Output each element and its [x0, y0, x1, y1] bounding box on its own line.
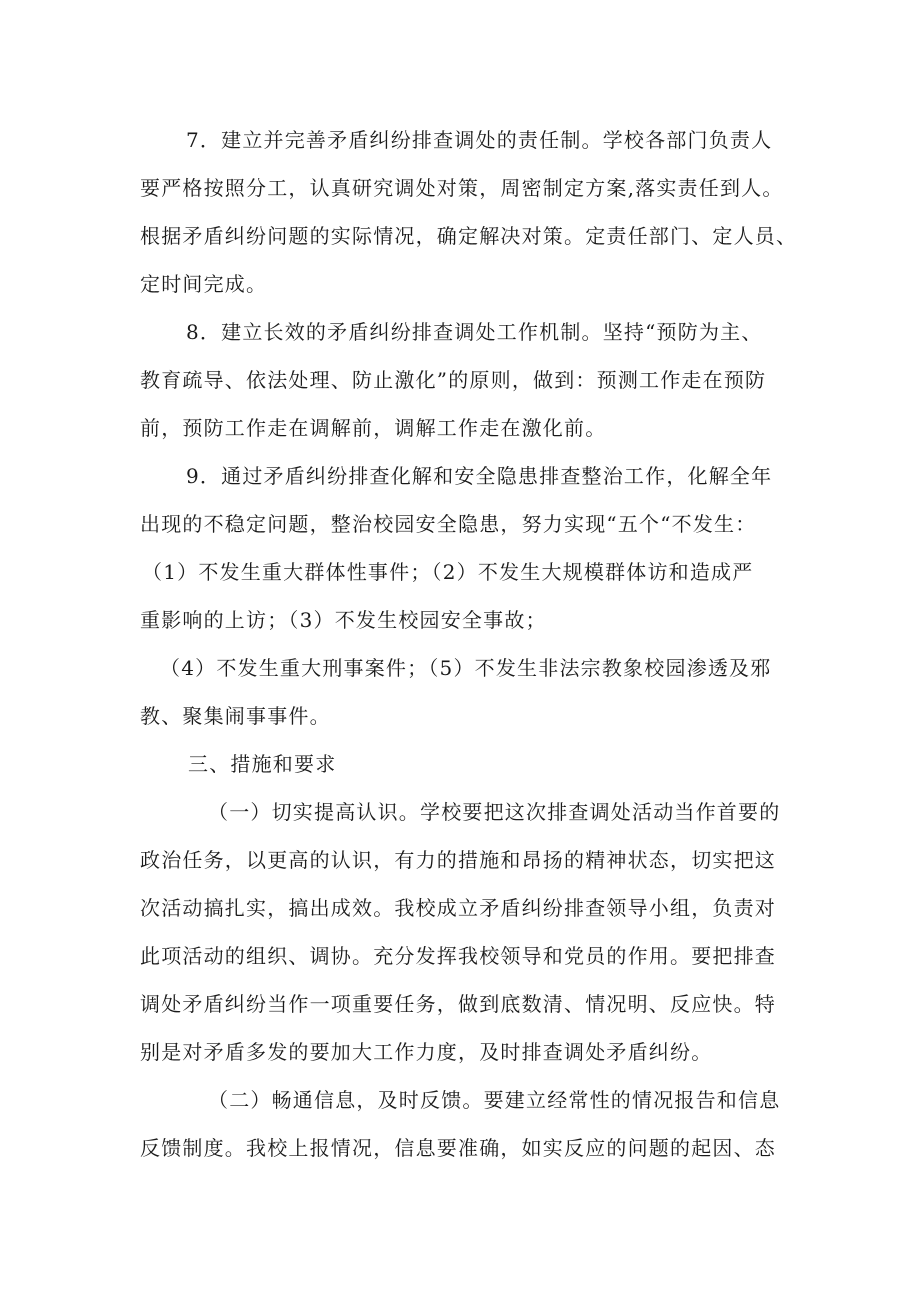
paragraph-7-line-3: 根据矛盾纠纷问题的实际情况，确定解决对策。定责任部门、定人员、 — [140, 224, 798, 248]
subsection-2-line-2: 反馈制度。我校上报情况，信息要准确，如实反应的问题的起因、态 — [140, 1136, 776, 1160]
subsection-1-line-3: 次活动搞扎实，搞出成效。我校成立矛盾纠纷排查领导小组，负责对 — [140, 896, 776, 920]
subsection-1-line-1: （一）切实提高认识。学校要把这次排查调处活动当作首要的 — [208, 800, 781, 824]
paragraph-9-line-6: 教、聚集闹事事件。 — [140, 704, 331, 728]
paragraph-9-line-1: 9．通过矛盾纠纷排查化解和安全隐患排查整治工作，化解全年 — [186, 464, 773, 488]
paragraph-9-line-5: （4）不发生重大刑事案件；（5）不发生非法宗教象校园渗透及邪 — [160, 656, 772, 680]
paragraph-9-line-2: 出现的不稳定问题，整治校园安全隐患，努力实现“五个“不发生： — [140, 512, 757, 536]
subsection-1-line-6: 别是对矛盾多发的要加大工作力度，及时排查调处矛盾纠纷。 — [140, 1040, 713, 1064]
subsection-1-line-2: 政治任务，以更高的认识，有力的措施和昂扬的精神状态，切实把这 — [140, 848, 776, 872]
subsection-1-line-4: 此项活动的组织、调协。充分发挥我校领导和党员的作用。要把排查 — [140, 944, 776, 968]
paragraph-9-line-3: （1）不发生重大群体性事件；（2）不发生大规模群体访和造成严 — [142, 560, 754, 584]
paragraph-7-line-4: 定时间完成。 — [140, 272, 268, 296]
section-heading-3: 三、措施和要求 — [188, 752, 337, 776]
subsection-2-line-1: （二）畅通信息，及时反馈。要建立经常性的情况报告和信息 — [208, 1088, 781, 1112]
paragraph-7-line-2: 要严格按照分工，认真研究调处对策，周密制定方案,落实责任到人。 — [140, 176, 784, 200]
paragraph-9-line-4: 重影响的上访；（3）不发生校园安全事故； — [140, 608, 547, 632]
paragraph-8-line-2: 教育疏导、依法处理、防止激化”的原则，做到：预测工作走在预防 — [140, 368, 767, 392]
paragraph-8-line-3: 前，预防工作走在调解前，调解工作走在激化前。 — [140, 416, 607, 440]
paragraph-7-line-1: 7．建立并完善矛盾纠纷排查调处的责任制。学校各部门负责人 — [186, 128, 773, 152]
subsection-1-line-5: 调处矛盾纠纷当作一项重要任务，做到底数清、情况明、反应快。特 — [140, 992, 776, 1016]
paragraph-8-line-1: 8．建立长效的矛盾纠纷排查调处工作机制。坚持“预防为主、 — [186, 320, 763, 344]
